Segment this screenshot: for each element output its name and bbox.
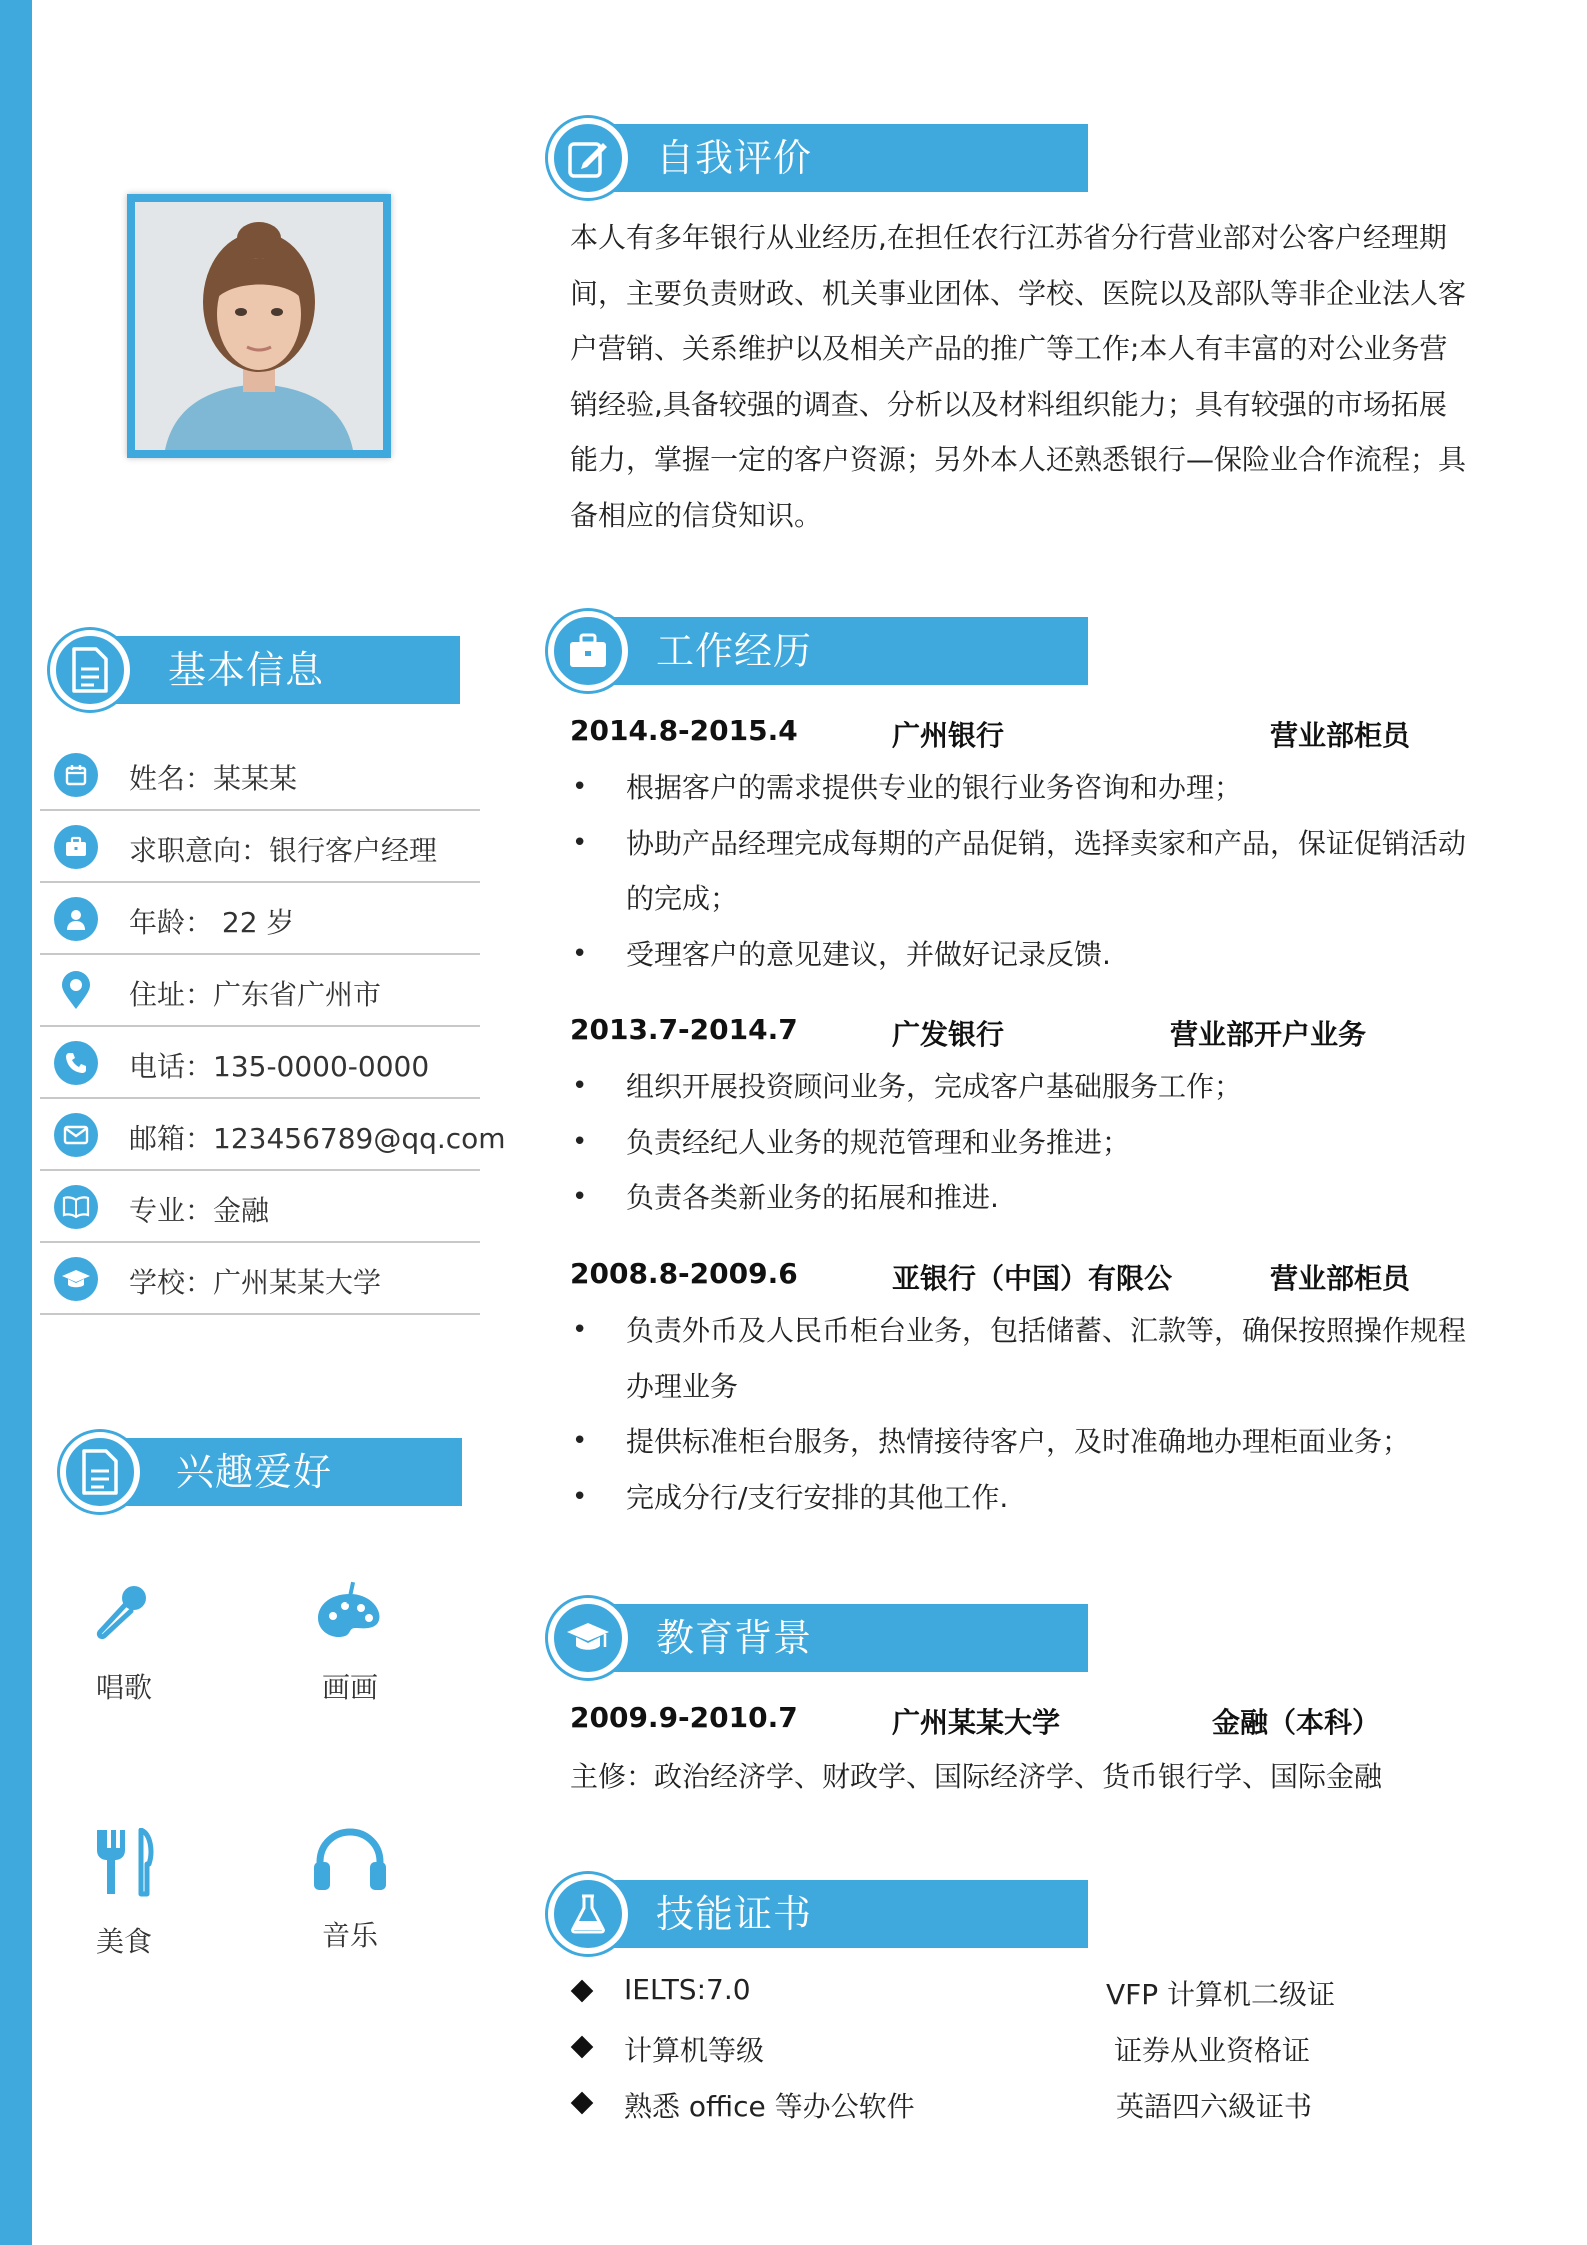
- skill-item: 证券从业资格证: [1114, 2034, 1311, 2067]
- cutlery-icon: [89, 1828, 159, 1898]
- portrait-image: [135, 202, 383, 450]
- info-text: 求职意向：银行客户经理: [129, 834, 438, 867]
- section-title: 教育背景: [656, 1616, 813, 1660]
- book-icon: [54, 1185, 98, 1229]
- skill-item: 计算机等级: [624, 2034, 765, 2067]
- info-row-school: [40, 1243, 480, 1315]
- calendar-icon: [54, 753, 98, 797]
- document-icon: [50, 630, 130, 710]
- list-item: • 组织开展投资顾问业务，完成客户基础服务工作；: [570, 1059, 1470, 1115]
- info-row-major: [40, 1171, 480, 1243]
- info-row-email: [40, 1099, 506, 1171]
- skill-item: 熟悉 office 等办公软件: [624, 2090, 915, 2123]
- job-company: 亚银行（中国）有限公: [892, 1262, 1173, 1295]
- hobby-painting: [290, 1580, 410, 1706]
- hobby-music: [290, 1828, 410, 1954]
- info-row-phone: [40, 1027, 480, 1099]
- info-text: 电话：135-0000-0000: [129, 1050, 430, 1083]
- list-item: • 受理客户的意见建议，并做好记录反馈.: [570, 927, 1470, 983]
- list-item: • 完成分行/支行安排的其他工作.: [570, 1470, 1470, 1526]
- section-header-work: [548, 617, 1088, 685]
- list-item: • 根据客户的需求提供专业的银行业务咨询和办理；: [570, 760, 1470, 816]
- education-courses: 主修：政治经济学、财政学、国际经济学、货币银行学、国际金融: [570, 1760, 1383, 1793]
- diamond-bullet-icon: [571, 2092, 594, 2115]
- job-period: 2008.8-2009.6: [570, 1257, 798, 1290]
- skill-item: 英語四六級证书: [1116, 2090, 1313, 2123]
- location-pin-icon: [54, 969, 98, 1013]
- section-title: 技能证书: [656, 1892, 813, 1936]
- diamond-bullet-icon: [571, 1980, 594, 2003]
- section-header-basic-info: [50, 636, 460, 704]
- list-item: • 负责各类新业务的拓展和推进.: [570, 1170, 1470, 1226]
- job-duties: [570, 1059, 1470, 1226]
- info-text: 学校：广州某某大学: [129, 1266, 382, 1299]
- section-title: 基本信息: [168, 648, 325, 692]
- graduation-cap-icon: [54, 1257, 98, 1301]
- list-item: • 协助产品经理完成每期的产品促销，选择卖家和产品，保证促销活动的完成；: [570, 816, 1470, 927]
- info-row-address: [40, 955, 480, 1027]
- briefcase-icon: [548, 611, 628, 691]
- mail-icon: [54, 1113, 98, 1157]
- job-duties: [570, 760, 1470, 982]
- info-text: 邮箱：123456789@qq.com: [129, 1122, 506, 1155]
- education-period: 2009.9-2010.7: [570, 1701, 798, 1734]
- list-item: • 提供标准柜台服务，热情接待客户，及时准确地办理柜面业务；: [570, 1414, 1470, 1470]
- palette-icon: [315, 1580, 385, 1644]
- hobby-singing: [64, 1580, 184, 1706]
- self-evaluation-text: 本人有多年银行从业经历,在担任农行江苏省分行营业部对公客户经理期间，主要负责财政、机关事业团体、学校、医院以及部队等非企业法人客户营销、关系维护以及相关产品的推广等工作;本人有丰富的对公业务营销经验,具备较强的调查、分析以及材料组织能力；具有较强的市场拓展能力，掌握一定的客户资源；另外本人还熟悉银行—保险业合作流程；具备相应的信贷知识。: [570, 221, 1467, 532]
- list-item: • 负责外币及人民币柜台业务，包括储蓄、汇款等，确保按照操作规程办理业务: [570, 1303, 1470, 1414]
- education-degree: 金融（本科）: [1212, 1706, 1381, 1739]
- list-item: • 负责经纪人业务的规范管理和业务推进；: [570, 1115, 1470, 1171]
- job-position: 营业部开户业务: [1170, 1018, 1367, 1051]
- job-period: 2014.8-2015.4: [570, 714, 798, 747]
- job-company: 广发银行: [892, 1018, 1005, 1051]
- phone-icon: [54, 1041, 98, 1085]
- education-school: 广州某某大学: [892, 1706, 1061, 1739]
- hobby-food: [64, 1828, 184, 1960]
- section-title: 工作经历: [656, 629, 813, 673]
- section-header-hobbies: [60, 1438, 462, 1506]
- headphones-icon: [312, 1828, 388, 1892]
- section-header-self-evaluation: [548, 124, 1088, 192]
- info-row-job-intent: [40, 811, 480, 883]
- section-header-skills: [548, 1880, 1088, 1948]
- job-company: 广州银行: [892, 719, 1005, 752]
- edit-icon: [548, 118, 628, 198]
- hobby-label: 美食: [95, 1925, 152, 1958]
- flask-icon: [548, 1874, 628, 1954]
- info-row-age: [40, 883, 480, 955]
- section-header-education: [548, 1604, 1088, 1672]
- profile-photo: [127, 194, 391, 458]
- skill-item: IELTS:7.0: [624, 1973, 751, 2006]
- hobby-label: 画画: [321, 1671, 378, 1704]
- job-period: 2013.7-2014.7: [570, 1013, 798, 1046]
- job-position: 营业部柜员: [1270, 1262, 1411, 1295]
- info-row-name: [40, 739, 480, 811]
- left-accent-stripe: [0, 0, 32, 2245]
- section-title: 兴趣爱好: [176, 1450, 333, 1494]
- diamond-bullet-icon: [571, 2036, 594, 2059]
- document-icon: [60, 1432, 140, 1512]
- microphone-icon: [92, 1580, 156, 1644]
- info-text: 专业：金融: [129, 1194, 270, 1227]
- section-title: 自我评价: [656, 136, 813, 180]
- job-duties: [570, 1303, 1470, 1525]
- person-icon: [54, 897, 98, 941]
- graduation-cap-icon: [548, 1598, 628, 1678]
- hobby-label: 音乐: [321, 1919, 378, 1952]
- info-text: 住址：广东省广州市: [129, 978, 382, 1011]
- job-position: 营业部柜员: [1270, 719, 1411, 752]
- info-text: 姓名：某某某: [129, 762, 298, 795]
- hobby-label: 唱歌: [95, 1671, 152, 1704]
- info-text: 年龄： 22 岁: [129, 906, 295, 939]
- briefcase-icon: [54, 825, 98, 869]
- skill-item: VFP 计算机二级证: [1106, 1978, 1336, 2011]
